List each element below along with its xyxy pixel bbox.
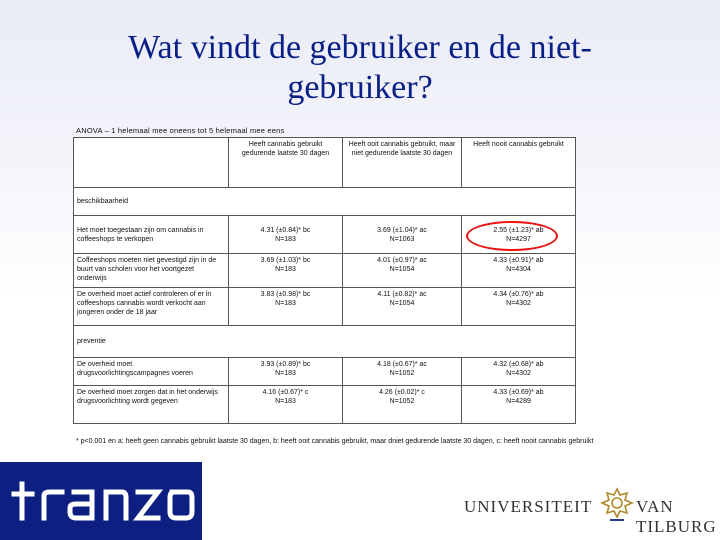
header-cell-empty — [74, 138, 229, 188]
row-label: De overheid moet zorgen dat in het onderwijs drugsvoorlichting wordt gegeven — [74, 386, 229, 424]
cell-value: 4.01 (±0.97)* ac N=1054 — [343, 254, 462, 288]
slide-title — [0, 28, 720, 108]
header-cell-ever-users: Heeft ooit cannabis gebruikt, maar niet gedurende laatste 30 dagen — [343, 138, 462, 188]
table-caption: ANOVA – 1 helemaal mee oneens tot 5 helemaal mee eens — [76, 126, 285, 135]
table-row — [74, 288, 576, 326]
cell-value: 3.69 (±1.04)* ac N=1063 — [343, 216, 462, 254]
section-row — [74, 326, 576, 358]
table-row — [74, 358, 576, 386]
row-label: Het moet toegestaan zijn om cannabis in coffeeshops te verkopen — [74, 216, 229, 254]
row-label: De overheid moet drugsvoorlichtingscampagnes voeren — [74, 358, 229, 386]
highlight-ellipse — [466, 221, 558, 251]
section-row — [74, 188, 576, 216]
header-row — [74, 138, 576, 188]
cell-value: 4.34 (±0.76)* ab N=4302 — [462, 288, 576, 326]
row-label: Coffeeshops moeten niet gevestigd zijn in de buurt van scholen voor het voortgezet onderwijs — [74, 254, 229, 288]
table-row — [74, 254, 576, 288]
cell-value: 4.11 (±0.82)* ac N=1054 — [343, 288, 462, 326]
row-label: De overheid moet actief controleren of er in coffeeshops cannabis wordt verkocht aan jongeren onder de 18 jaar — [74, 288, 229, 326]
footnote: * p<0.001 en a: heeft geen cannabis gebruikt laatste 30 dagen, b: heeft ooit cannabis gebruikt, maar dniet gedurende laatste 30 dagen, c: heeft nooit cannabis gebruikt — [76, 438, 594, 445]
header-cell-recent-users: Heeft cannabis gebruikt gedurende laatste 30 dagen — [229, 138, 343, 188]
cell-value: 4.33 (±0.69)* ab N=4289 — [462, 386, 576, 424]
title-line-2: gebruiker? — [287, 69, 433, 106]
tranzo-logo — [0, 462, 202, 540]
header-cell-never-users: Heeft nooit cannabis gebruikt — [462, 138, 576, 188]
cell-value: 3.93 (±0.89)* bc N=183 — [229, 358, 343, 386]
cell-value: 4.26 (±0.02)* c N=1052 — [343, 386, 462, 424]
uvt-logo-right: VAN TILBURG — [636, 497, 717, 536]
table-row — [74, 386, 576, 424]
tranzo-wordmark-icon — [0, 462, 202, 540]
cell-value: 4.16 (±0.67)* c N=183 — [229, 386, 343, 424]
uvt-logo-left: UNIVERSITEIT — [464, 497, 593, 516]
cell-value-highlighted: 2.55 (±1.23)* ab N=4297 — [462, 216, 576, 254]
title-line-1: Wat vindt de gebruiker en de niet- — [128, 29, 592, 66]
university-seal-icon — [600, 487, 634, 523]
section-label-beschikbaarheid: beschikbaarheid — [74, 188, 576, 216]
results-table — [73, 137, 576, 424]
cell-value: 4.32 (±0.68)* ab N=4302 — [462, 358, 576, 386]
cell-value: 3.83 (±0.98)* bc N=183 — [229, 288, 343, 326]
section-label-preventie: preventie — [74, 326, 576, 358]
cell-value: 4.18 (±0.67)* ac N=1052 — [343, 358, 462, 386]
cell-value: 3.69 (±1.03)* bc N=183 — [229, 254, 343, 288]
cell-value: 4.31 (±0.84)* bc N=183 — [229, 216, 343, 254]
cell-value: 4.33 (±0.91)* ab N=4304 — [462, 254, 576, 288]
